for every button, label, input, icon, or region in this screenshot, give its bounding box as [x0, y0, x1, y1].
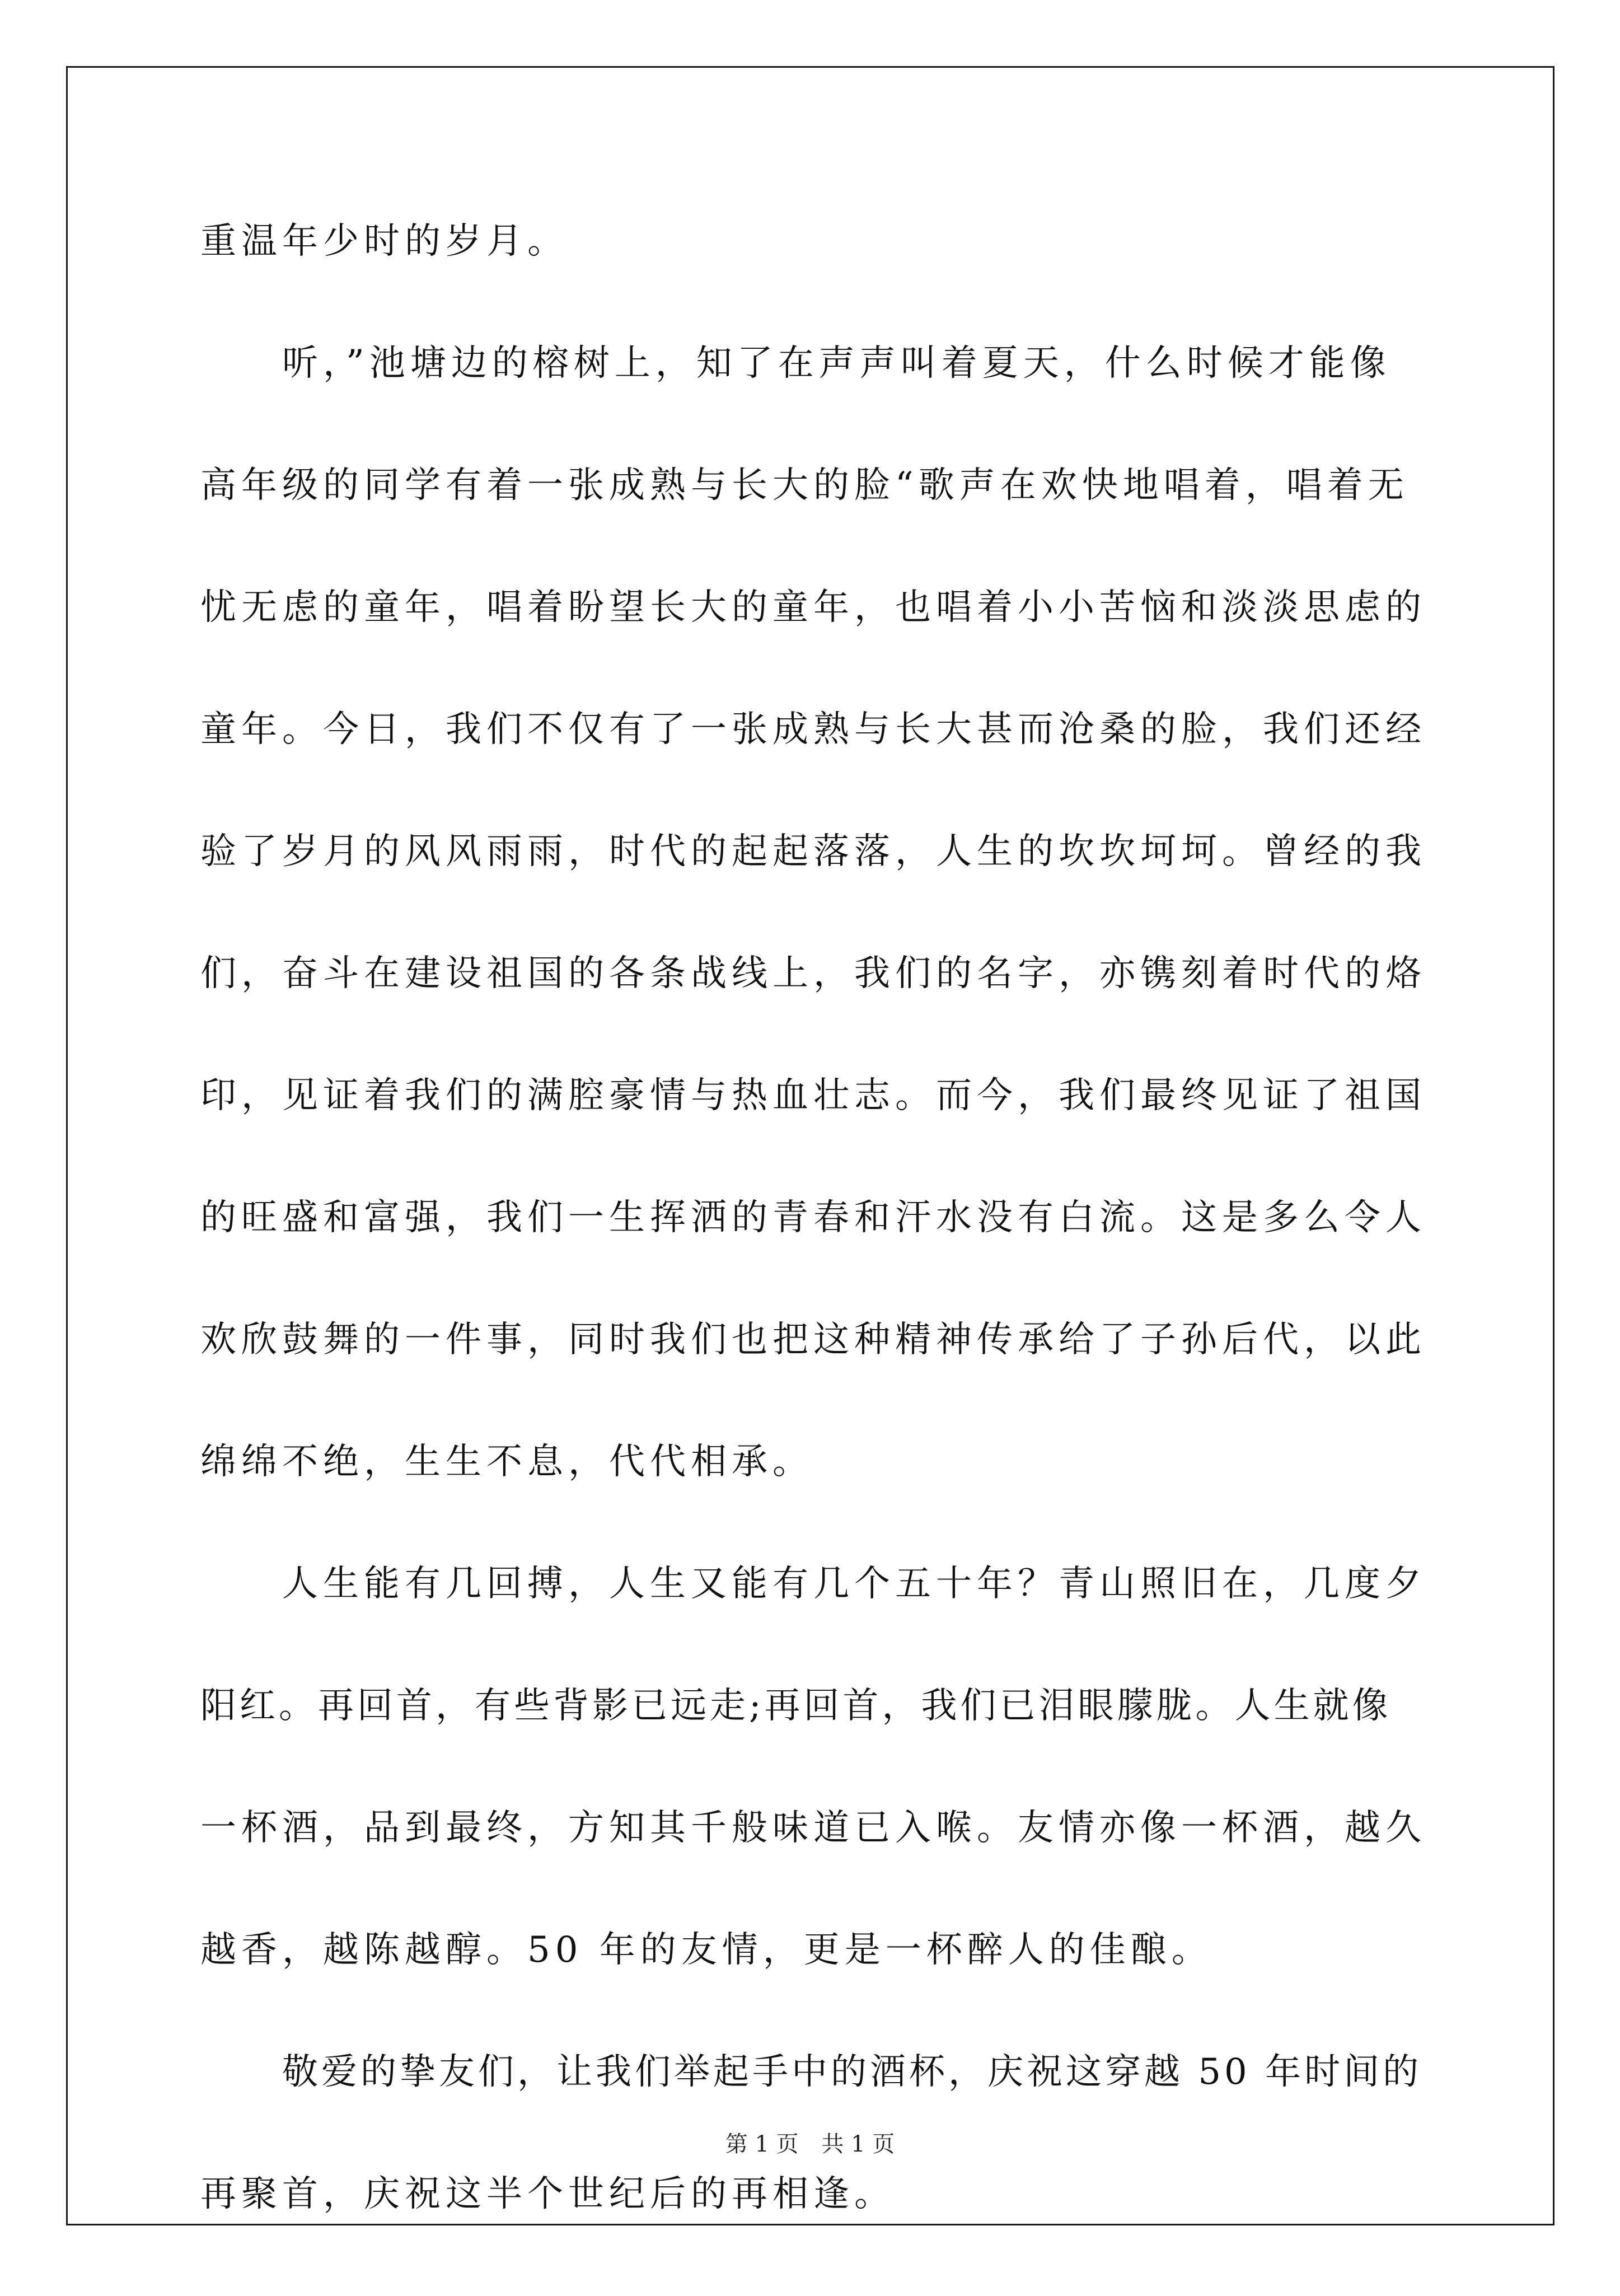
document-body [200, 221, 1426, 2296]
text-line: 们，奋斗在建设祖国的各条战线上，我们的名字，亦镌刻着时代的烙 [200, 953, 1426, 994]
text-line: 一杯酒，品到最终，方知其千般味道已入喉。友情亦像一杯酒，越久 [200, 1808, 1426, 1849]
page-number: 第 1 页 [725, 2131, 799, 2157]
text-line: 绵绵不绝，生生不息，代代相承。 [200, 1442, 813, 1483]
paragraph-start-line: 人生能有几回搏，人生又能有几个五十年？青山照旧在，几度夕 [282, 1564, 1426, 1605]
text-line: 再聚首，庆祝这半个世纪后的再相逢。 [200, 2174, 895, 2215]
text-line: 印，见证着我们的满腔豪情与热血壮志。而今，我们最终见证了祖国 [200, 1075, 1426, 1116]
text-line: 欢欣鼓舞的一件事，同时我们也把这种精神传承给了子孙后代，以此 [200, 1320, 1426, 1360]
text-line: 的旺盛和富强，我们一生挥洒的青春和汗水没有白流。这是多么令人 [200, 1198, 1426, 1238]
text-line: 童年。今日，我们不仅有了一张成熟与长大甚而沧桑的脸，我们还经 [200, 709, 1426, 750]
paragraph-start-line: 听，”池塘边的榕树上，知了在声声叫着夏天，什么时候才能像 [282, 343, 1391, 384]
text-line: 越香，越陈越醇。50 年的友情，更是一杯醉人的佳酿。 [200, 1930, 1212, 1971]
text-line: 阳红。再回首，有些背影已远走;再回首，我们已泪眼朦胧。人生就像 [200, 1686, 1392, 1727]
text-line: 高年级的同学有着一张成熟与长大的脸“歌声在欢快地唱着，唱着无 [200, 465, 1409, 506]
page-total: 共 1 页 [821, 2131, 895, 2157]
text-line: 重温年少时的岁月。 [200, 221, 568, 262]
text-line: 忧无虑的童年，唱着盼望长大的童年，也唱着小小苦恼和淡淡思虑的 [200, 587, 1426, 628]
page-footer [0, 2130, 1620, 2158]
paragraph-start-line: 敬爱的挚友们，让我们举起手中的酒杯，庆祝这穿越 50 年时间的 [282, 2052, 1422, 2093]
text-line: 验了岁月的风风雨雨，时代的起起落落，人生的坎坎坷坷。曾经的我 [200, 831, 1426, 872]
